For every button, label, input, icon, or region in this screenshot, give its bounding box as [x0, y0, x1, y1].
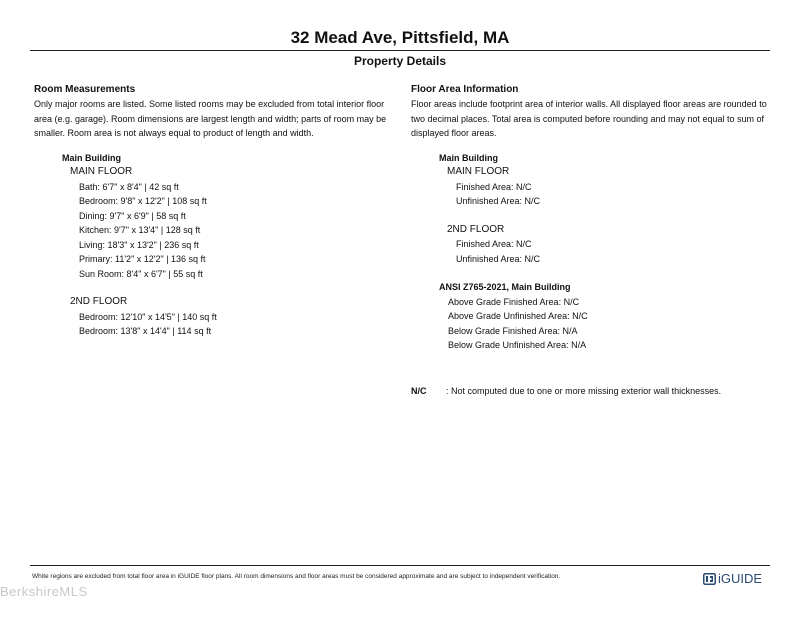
floor-label: MAIN FLOOR — [447, 166, 510, 177]
mls-watermark: BerkshireMLS — [0, 584, 88, 599]
footer-note: White regions are excluded from total floor area in iGUIDE floor plans. All room dimensions and floor areas must be considered approximate and are subject to independent verification. — [32, 573, 561, 580]
floor-area-description: Floor areas include footprint area of interior walls. All displayed floor areas are rounded to two decimal places. Total area is computed before rounding and may not equal to sum of displayed floor areas. — [411, 99, 767, 138]
room-item: Bedroom: 13'8" x 14'4" | 114 sq ft — [79, 326, 212, 336]
room-item: Primary: 11'2" x 12'2" | 136 sq ft — [79, 254, 206, 264]
ansi-item: Below Grade Finished Area: N/A — [448, 325, 578, 336]
area-item: Finished Area: N/C — [456, 181, 532, 192]
room-item: Kitchen: 9'7" x 13'4" | 128 sq ft — [79, 225, 201, 235]
room-item: Bedroom: 12'10" x 14'5" | 140 sq ft — [79, 311, 217, 322]
room-item: Sun Room: 8'4" x 6'7" | 55 sq ft — [79, 268, 203, 279]
room-item: Bedroom: 9'8" x 12'2" | 108 sq ft — [79, 196, 207, 206]
footer-divider — [30, 565, 770, 566]
area-item: Unfinished Area: N/C — [456, 253, 541, 264]
page-subtitle: Property Details — [353, 54, 447, 68]
page-title: 32 Mead Ave, Pittsfield, MA — [290, 28, 510, 47]
floor-area-heading: Floor Area Information — [411, 84, 519, 95]
floor-label: 2ND FLOOR — [70, 296, 128, 307]
room-item: Dining: 9'7" x 6'9" | 58 sq ft — [79, 210, 186, 221]
floor-label: MAIN FLOOR — [70, 166, 133, 177]
header-divider — [30, 50, 770, 51]
iguide-logo-text: iGUIDE — [718, 571, 763, 586]
ansi-item: Above Grade Unfinished Area: N/C — [448, 311, 588, 321]
ansi-item: Above Grade Finished Area: N/C — [448, 296, 580, 307]
room-measurements-section — [34, 83, 394, 339]
ansi-item: Below Grade Unfinished Area: N/A — [448, 340, 587, 350]
room-measurements-description: Only major rooms are listed. Some listed rooms may be excluded from total interior floor area (e.g. garage). Room dimensions are largest length and width; parts of room may be smaller. Room area is not always equal to product of length and width. — [34, 99, 387, 138]
area-item: Finished Area: N/C — [456, 239, 532, 249]
building-label: Main Building — [439, 152, 498, 163]
room-item: Living: 18'3" x 13'2" | 236 sq ft — [79, 239, 199, 250]
floor-label: 2ND FLOOR — [447, 223, 505, 235]
room-measurements-heading: Room Measurements — [34, 84, 136, 95]
nc-legend-key: N/C — [411, 386, 427, 396]
floor-area-section — [411, 83, 776, 353]
room-item: Bath: 6'7" x 8'4" | 42 sq ft — [79, 181, 179, 192]
ansi-heading: ANSI Z765-2021, Main Building — [439, 282, 571, 292]
iguide-logo — [703, 571, 762, 586]
building-label: Main Building — [62, 152, 121, 163]
nc-legend-text: : Not computed due to one or more missing exterior wall thicknesses. — [446, 386, 722, 396]
iguide-logo-icon — [703, 573, 716, 585]
nc-legend — [411, 384, 721, 398]
area-item: Unfinished Area: N/C — [456, 196, 541, 206]
